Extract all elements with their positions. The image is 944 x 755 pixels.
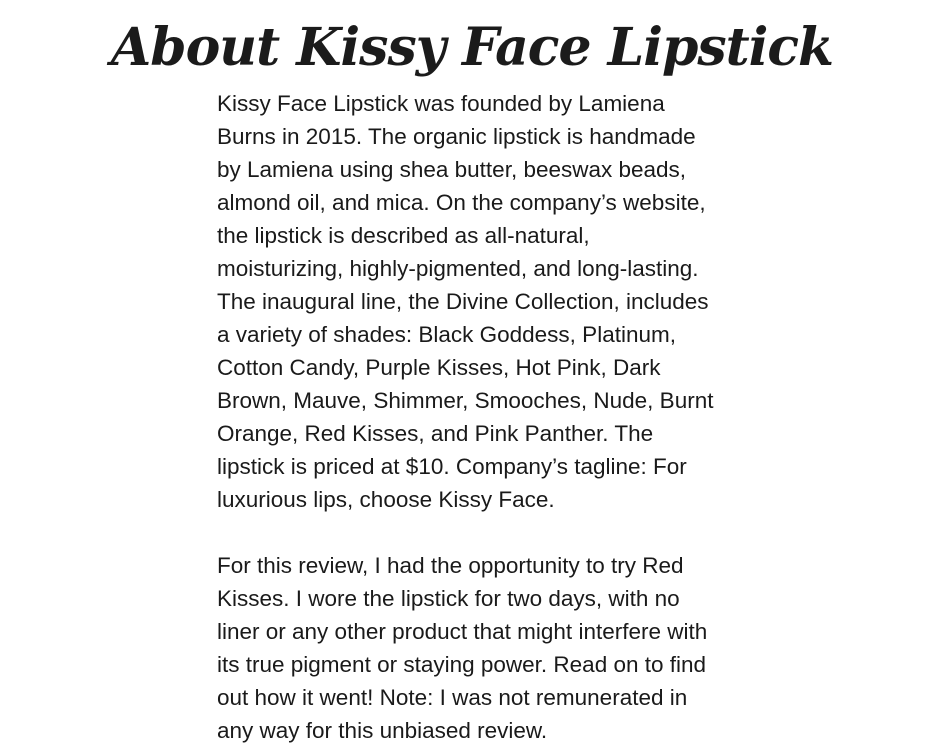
paragraph-review: For this review, I had the opportunity to try Red Kisses. I wore the lipstick for two days, with no liner or any other product that might interfere with its true pigment or staying power. Read on to find out how it went! Note: I was not remunerated in any way for this unbiased review.	[217, 553, 708, 743]
paragraph-spacer	[217, 516, 757, 549]
article-body	[217, 87, 757, 747]
page-title: About Kissy Face Lipstick	[110, 17, 834, 78]
paragraph-about: Kissy Face Lipstick was founded by Lamiena Burns in 2015. The organic lipstick is handmade by Lamiena using shea butter, beeswax beads, almond oil, and mica. On the company’s website, the lipstick is described as all-natural, moisturizing, highly-pigmented, and long-lasting. The inaugural line, the Divine Collection, includes a variety of shades: Black Goddess, Platinum, Cotton Candy, Purple Kisses, Hot Pink, Dark Brown, Mauve, Shimmer, Smooches, Nude, Burnt Orange, Red Kisses, and Pink Panther. The lipstick is priced at $10. Company’s tagline: For luxurious lips, choose Kissy Face.	[217, 91, 714, 512]
